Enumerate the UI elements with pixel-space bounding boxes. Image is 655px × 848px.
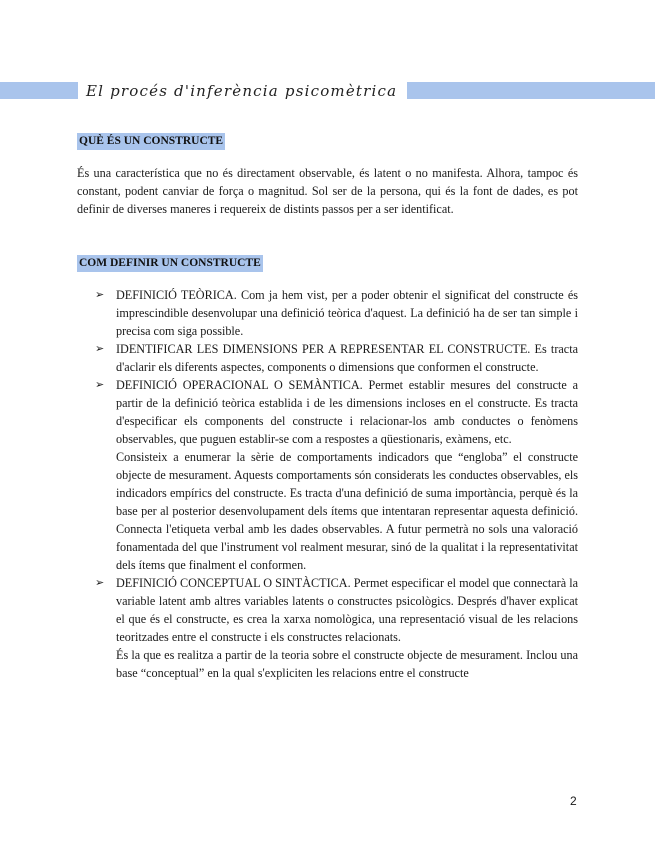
arrowhead-bullet-icon: ➢ [95, 577, 105, 589]
list-item [95, 286, 578, 340]
page-number: 2 [570, 794, 577, 808]
list-item-text: IDENTIFICAR LES DIMENSIONS PER A REPRESENTAR EL CONSTRUCTE. Es tracta d'aclarir els diferents aspectes, components o dimensions que conformen el constructe. [116, 342, 578, 374]
page-header-title: El procés d'inferència psicomètrica [78, 78, 407, 104]
arrowhead-bullet-icon: ➢ [95, 289, 105, 301]
list-item [95, 340, 578, 376]
section-heading-what-is: QUÈ ÉS UN CONSTRUCTE [77, 133, 225, 150]
definition-list [95, 286, 578, 682]
arrowhead-bullet-icon: ➢ [95, 379, 105, 391]
list-item-text: DEFINICIÓ CONCEPTUAL O SINTÀCTICA. Permet especificar el model que connectarà la variable latent amb altres variables latents o constructes psicològics. Després d'haver explicat el que és el constructe, es crea la xarxa nomològica, una representació visual de les relacions teoritzades entre el constructe i els constructes relacionats. [116, 576, 578, 644]
list-item-text-continued: És la que es realitza a partir de la teoria sobre el constructe objecte de mesurament. Inclou una base “conceptual” en la qual s'expliciten les relacions entre el constructe [116, 648, 578, 680]
list-item [95, 376, 578, 574]
section-paragraph-what-is: És una característica que no és directament observable, és latent o no manifesta. Alhora, tampoc és constant, podent canviar de força o magnitud. Sol ser de la persona, qui és la font de dades, es pot definir de diverses maneres i requereix de distints passos per a ser identificat. [77, 166, 578, 216]
section-heading-how-to-define: COM DEFINIR UN CONSTRUCTE [77, 255, 263, 272]
list-item [95, 574, 578, 682]
list-item-text-continued: Consisteix a enumerar la sèrie de comportaments indicadors que “engloba” el constructe objecte de mesurament. Aquests comportaments són considerats les conductes observables, els indicadors empírics del constructe. Es tracta d'una definició de suma importància, perquè és la base per al posterior desenvolupament dels ítems que intentaran representar aquesta definició. Connecta l'etiqueta verbal amb les dades observables. A futur permetrà no sols una valoració fonamentada del que l'instrument vol realment mesurar, sinó de la qualitat i la representativitat dels ítems que finalment el conformen. [116, 450, 578, 572]
arrowhead-bullet-icon: ➢ [95, 343, 105, 355]
list-item-text: DEFINICIÓ TEÒRICA. Com ja hem vist, per a poder obtenir el significat del constructe és imprescindible desenvolupar una definició teòrica d'aquest. La definició ha de ser tan simple i precisa com siga possible. [116, 288, 578, 338]
list-item-text: DEFINICIÓ OPERACIONAL O SEMÀNTICA. Permet establir mesures del constructe a partir de la definició teòrica establida i de les dimensions incloses en el constructe. Es tracta d'especificar els components del constructe i relacionar-los amb conductes o fenòmens observables, que puguen establir-se com a respostes a qüestionaris, exàmens, etc. [116, 378, 578, 446]
